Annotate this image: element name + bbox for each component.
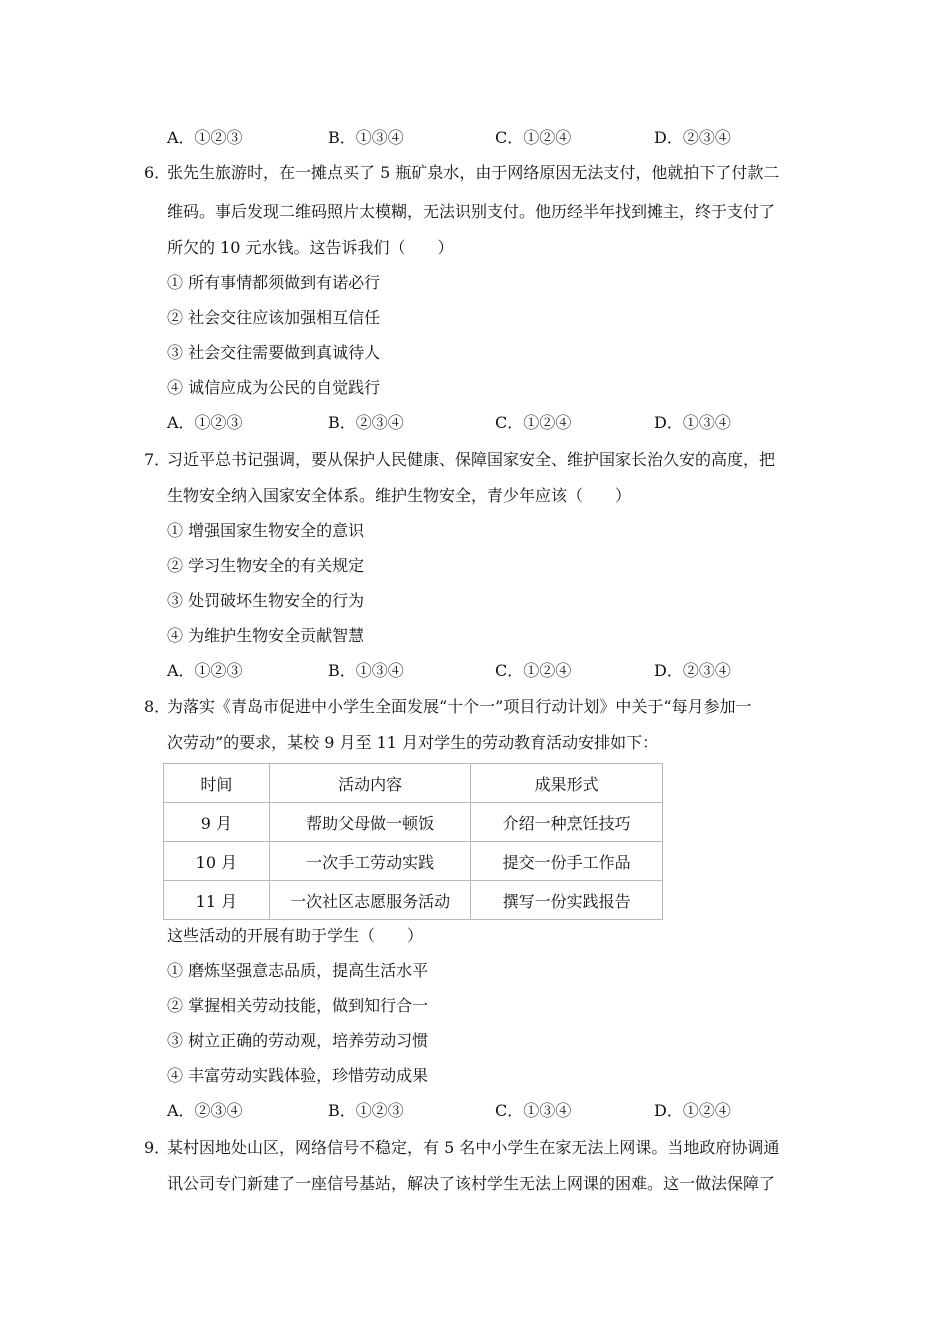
q5-option-d: D．②③④ [654, 128, 731, 147]
question-stem-line: 为落实《青岛市促进中小学生全面发展“十个一”项目行动计划》中关于“每月参加一 [167, 697, 752, 716]
table-header-cell: 时间 [164, 764, 270, 803]
table-row [164, 803, 663, 842]
statement: ④ 诚信应成为公民的自觉践行 [167, 378, 381, 397]
question-stem-line: 次劳动”的要求，某校 9 月至 11 月对学生的劳动教育活动安排如下： [167, 733, 659, 752]
q7-option-d: D．②③④ [654, 661, 731, 680]
q8-option-d: D．①②④ [654, 1101, 731, 1120]
table-row [164, 881, 663, 920]
q6-option-c: C．①②④ [495, 413, 572, 432]
table-cell: 9 月 [164, 803, 270, 842]
table-header-cell: 成果形式 [471, 764, 663, 803]
q7-option-a: A．①②③ [167, 661, 243, 680]
q6-option-d: D．①③④ [654, 413, 731, 432]
question-stem-line: 讯公司专门新建了一座信号基站，解决了该村学生无法上网课的困难。这一做法保障了 [167, 1174, 776, 1193]
table-cell: 11 月 [164, 881, 270, 920]
q7-option-c: C．①②④ [495, 661, 572, 680]
statement: ① 磨炼坚强意志品质，提高生活水平 [167, 961, 429, 980]
statement: ② 社会交往应该加强相互信任 [167, 308, 381, 327]
q5-option-a: A．①②③ [167, 128, 243, 147]
q6-option-a: A．①②③ [167, 413, 243, 432]
q5-option-c: C．①②④ [495, 128, 572, 147]
statement: ③ 树立正确的劳动观，培养劳动习惯 [167, 1031, 429, 1050]
statement: ④ 丰富劳动实践体验，珍惜劳动成果 [167, 1066, 429, 1085]
statement: ③ 社会交往需要做到真诚待人 [167, 343, 381, 362]
statement: ② 学习生物安全的有关规定 [167, 556, 365, 575]
statement: ① 增强国家生物安全的意识 [167, 521, 365, 540]
q5-option-b: B．①③④ [328, 128, 404, 147]
statement: ① 所有事情都须做到有诺必行 [167, 273, 381, 292]
table-cell: 10 月 [164, 842, 270, 881]
q8-option-b: B．①②③ [328, 1101, 404, 1120]
question-number: 7． [144, 450, 171, 469]
activity-schedule-table [163, 763, 663, 920]
table-row [164, 842, 663, 881]
table-cell: 撰写一份实践报告 [471, 881, 663, 920]
question-number: 8． [144, 697, 171, 716]
q8-option-c: C．①③④ [495, 1101, 572, 1120]
statement: ② 掌握相关劳动技能，做到知行合一 [167, 996, 429, 1015]
question-stem-line: 生物安全纳入国家安全体系。维护生物安全，青少年应该（ ） [167, 486, 632, 505]
question-stem-line: 维码。事后发现二维码照片太模糊，无法识别支付。他历经半年找到摊主，终于支付了 [167, 202, 776, 221]
question-stem-line: 习近平总书记强调，要从保护人民健康、保障国家安全、维护国家长治久安的高度，把 [167, 450, 776, 469]
question-number: 6． [144, 163, 171, 182]
table-cell: 介绍一种烹饪技巧 [471, 803, 663, 842]
table-header-row [164, 764, 663, 803]
table-header-cell: 活动内容 [269, 764, 471, 803]
q7-option-b: B．①③④ [328, 661, 404, 680]
statement: ④ 为维护生物安全贡献智慧 [167, 626, 365, 645]
q8-option-a: A．②③④ [167, 1101, 243, 1120]
table-cell: 一次社区志愿服务活动 [269, 881, 471, 920]
statement: ③ 处罚破坏生物安全的行为 [167, 591, 365, 610]
q6-option-b: B．②③④ [328, 413, 404, 432]
question-stem-line: 张先生旅游时，在一摊点买了 5 瓶矿泉水，由于网络原因无法支付，他就拍下了付款二 [167, 163, 780, 182]
table-cell: 帮助父母做一顿饭 [269, 803, 471, 842]
question-stem-line: 所欠的 10 元水钱。这告诉我们（ ） [167, 238, 454, 257]
question-stem-line: 某村因地处山区，网络信号不稳定，有 5 名中小学生在家无法上网课。当地政府协调通 [167, 1138, 780, 1157]
table-cell: 一次手工劳动实践 [269, 842, 471, 881]
table-cell: 提交一份手工作品 [471, 842, 663, 881]
question-prompt: 这些活动的开展有助于学生（ ） [167, 926, 424, 945]
question-number: 9． [144, 1138, 171, 1157]
